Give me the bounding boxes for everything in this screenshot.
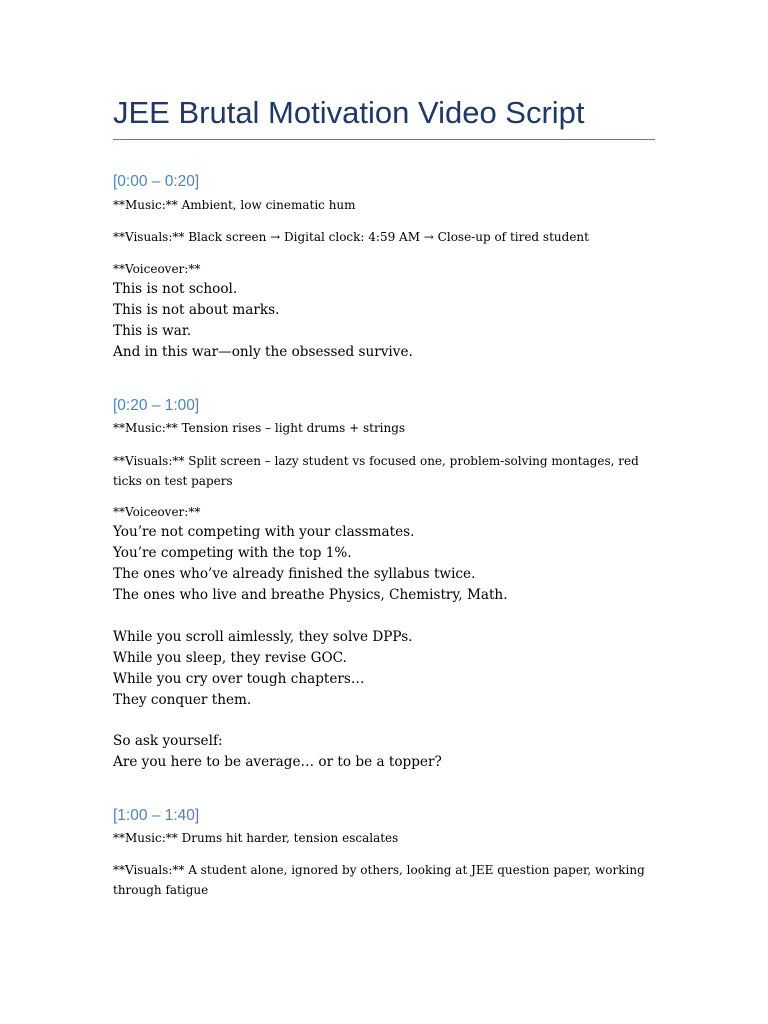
voiceover-line: The ones who live and breathe Physics, Chemistry, Math.: [113, 587, 508, 603]
voiceover-line: While you scroll aimlessly, they solve DPPs.: [113, 629, 413, 645]
voiceover-line: This is not about marks.: [113, 302, 280, 318]
voiceover-label: **Voiceover:**: [113, 505, 201, 519]
voiceover-label: **Voiceover:**: [113, 262, 201, 276]
document-title: JEE Brutal Motivation Video Script: [113, 95, 585, 130]
voiceover-line: This is not school.: [113, 281, 238, 297]
music-note: **Music:** Tension rises – light drums + strings: [113, 421, 406, 435]
section-heading-1-00: [1:00 – 1:40]: [113, 807, 200, 824]
section-heading-0-00: [0:00 – 0:20]: [113, 173, 200, 190]
voiceover-line: So ask yourself:: [113, 733, 223, 749]
voiceover-line: They conquer them.: [113, 692, 252, 708]
title-underline: [113, 139, 655, 140]
voiceover-text: [113, 279, 658, 363]
voiceover-line: Are you here to be average… or to be a topper?: [113, 754, 442, 770]
voiceover-text: [113, 627, 658, 711]
section-heading-0-20: [0:20 – 1:00]: [113, 397, 200, 414]
music-note: **Music:** Drums hit harder, tension escalates: [113, 831, 399, 845]
voiceover-text: [113, 522, 658, 606]
voiceover-line: You’re competing with the top 1%.: [113, 545, 352, 561]
visuals-note: **Visuals:** A student alone, ignored by others, looking at JEE question paper, working through fatigue: [113, 863, 645, 897]
music-note: **Music:** Ambient, low cinematic hum: [113, 198, 356, 212]
voiceover-line: You’re not competing with your classmates.: [113, 524, 415, 540]
voiceover-line: While you cry over tough chapters…: [113, 671, 365, 687]
voiceover-line: While you sleep, they revise GOC.: [113, 650, 347, 666]
voiceover-line: This is war.: [113, 323, 192, 339]
voiceover-line: The ones who’ve already finished the syllabus twice.: [113, 566, 476, 582]
voiceover-text: [113, 731, 658, 773]
visuals-note: **Visuals:** Split screen – lazy student vs focused one, problem-solving montages, red ticks on test papers: [113, 454, 639, 488]
voiceover-line: And in this war—only the obsessed survive.: [113, 344, 413, 360]
visuals-note: **Visuals:** Black screen → Digital clock: 4:59 AM → Close-up of tired student: [113, 230, 589, 244]
